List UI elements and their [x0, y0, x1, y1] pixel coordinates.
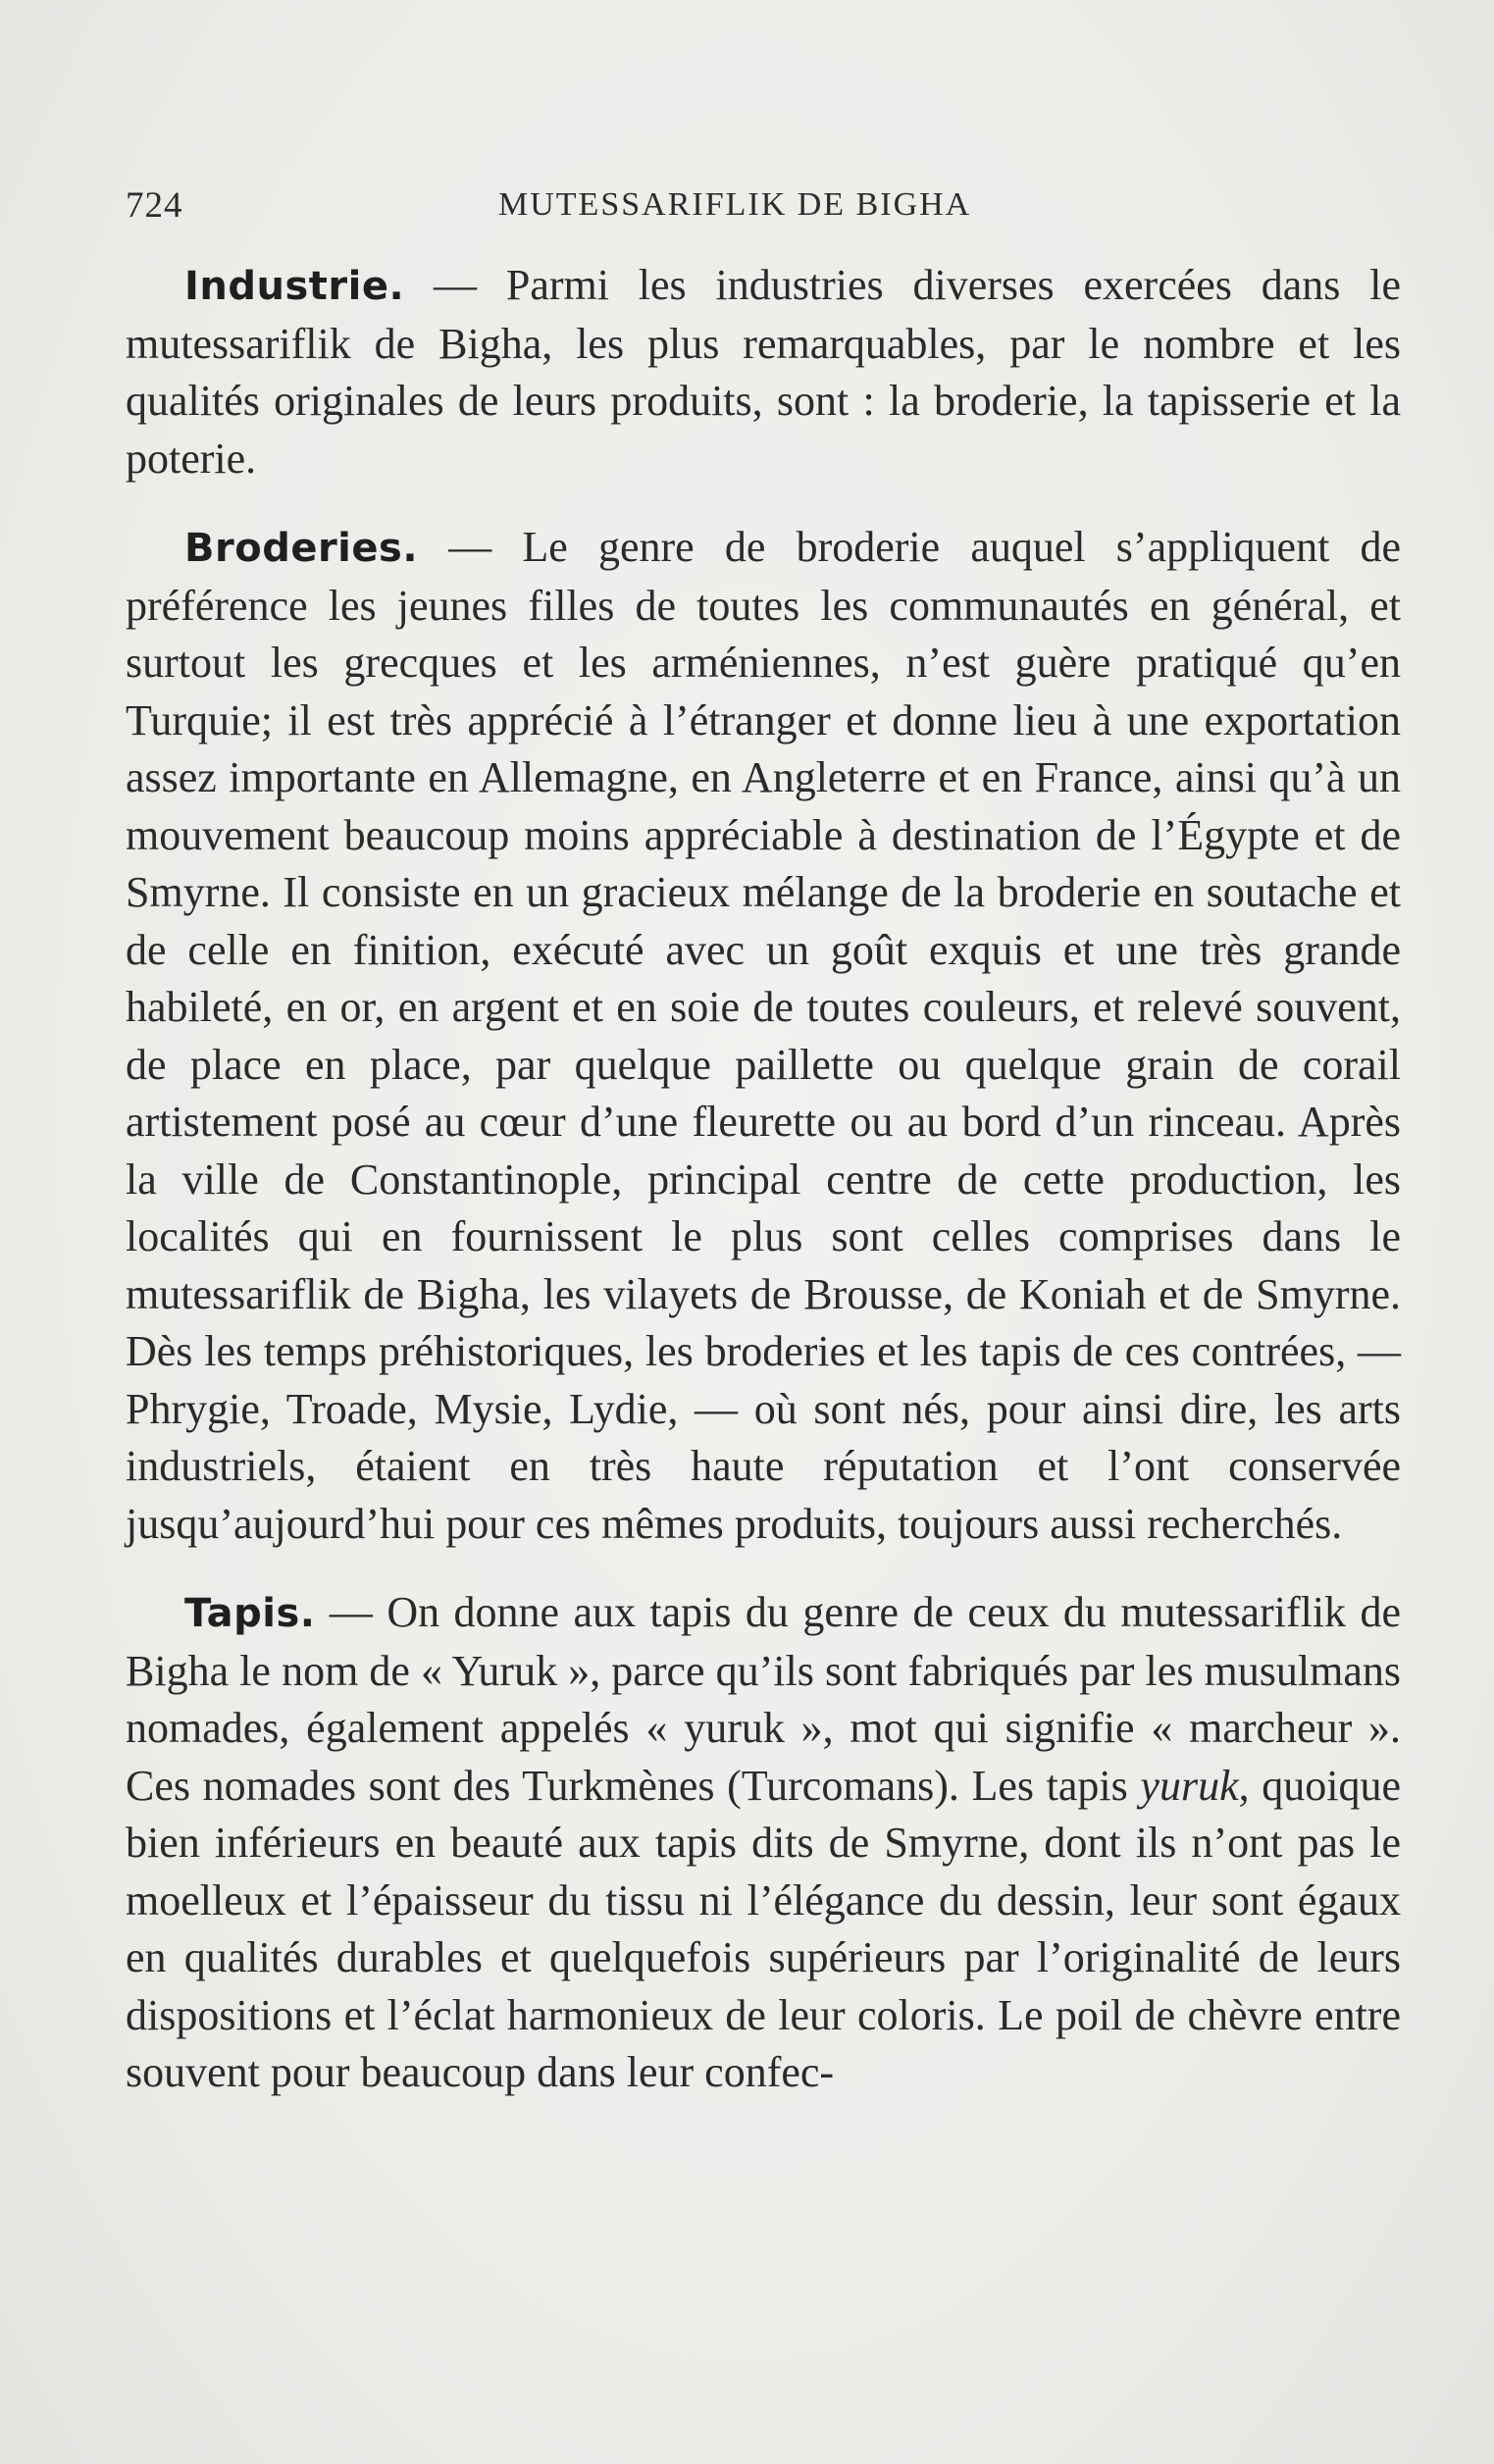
paragraph-text: Parmi les industries diverses exercées dans le mutessariflik de Bigha, les plus remarquables, par le nombre et les qualités originales de leurs produits, sont : la broderie, la tapisserie et la poterie.	[126, 261, 1401, 483]
italic-term: yuruk	[1140, 1761, 1239, 1810]
paragraph-broderies	[126, 519, 1401, 1553]
em-dash: —	[404, 261, 506, 309]
em-dash: —	[315, 1588, 387, 1636]
paragraph-text: On donne aux tapis du genre de ceux du mutessariflik de Bigha le nom de « Yuruk », parce qu’ils sont fabriqués par les musulmans nomades, également appelés « yuruk », mot qui signifie « marcheur ». Ces nomades sont des Turkmènes (Turcomans). Les tapis	[126, 1588, 1402, 1810]
body-text	[126, 257, 1401, 2102]
section-heading-broderies: Broderies.	[184, 526, 419, 571]
em-dash: —	[418, 523, 523, 571]
page-number: 724	[126, 185, 183, 226]
paragraph-text: , quoique bien inférieurs en beauté aux tapis dits de Smyrne, dont ils n’ont pas le moelleux et l’épaisseur du tissu ni l’élégance du dessin, leur sont égaux en qualités durables et quelquefois supérieurs par l’originalité de leurs dispositions et l’éclat harmonieux de leur coloris. Le poil de chèvre entre souvent pour beaucoup dans leur confec-	[126, 1761, 1401, 2096]
section-heading-industrie: Industrie.	[184, 264, 405, 309]
page-header	[126, 184, 1401, 233]
paragraph-text: Le genre de broderie auquel s’appliquent de préférence les jeunes filles de toutes les communautés en général, et surtout les grecques et les arméniennes, n’est guère pratiqué qu’en Turquie; il est très apprécié à l’étranger et donne lieu à une exportation assez importante en Allemagne, en Angleterre et en France, ainsi qu’à un mouvement beaucoup moins appréciable à destination de l’Égypte et de Smyrne. Il consiste en un gracieux mélange de la broderie en soutache et de celle en finition, exécuté avec un goût exquis et une très grande habileté, en or, en argent et en soie de toutes couleurs, et relevé souvent, de place en place, par quelque paillette ou quelque grain de corail artistement posé au cœur d’une fleurette ou au bord d’un rinceau. Après la ville de Constantinople, principal centre de cette production, les localités qui en fournissent le plus sont celles comprises dans le mutessariflik de Bigha, les vilayets de Brousse, de Koniah et de Smyrne. Dès les temps préhistoriques, les broderies et les tapis de ces contrées, — Phrygie, Troade, Mysie, Lydie, — où sont nés, pour ainsi dire, les arts industriels, étaient en très haute réputation et l’ont conservée jusqu’aujourd’hui pour ces mêmes produits, toujours aussi recherchés.	[126, 523, 1401, 1548]
section-heading-tapis: Tapis.	[184, 1591, 316, 1636]
paragraph-industrie	[126, 257, 1401, 488]
running-head: MUTESSARIFLIK DE BIGHA	[498, 186, 972, 223]
paragraph-tapis	[126, 1584, 1401, 2102]
